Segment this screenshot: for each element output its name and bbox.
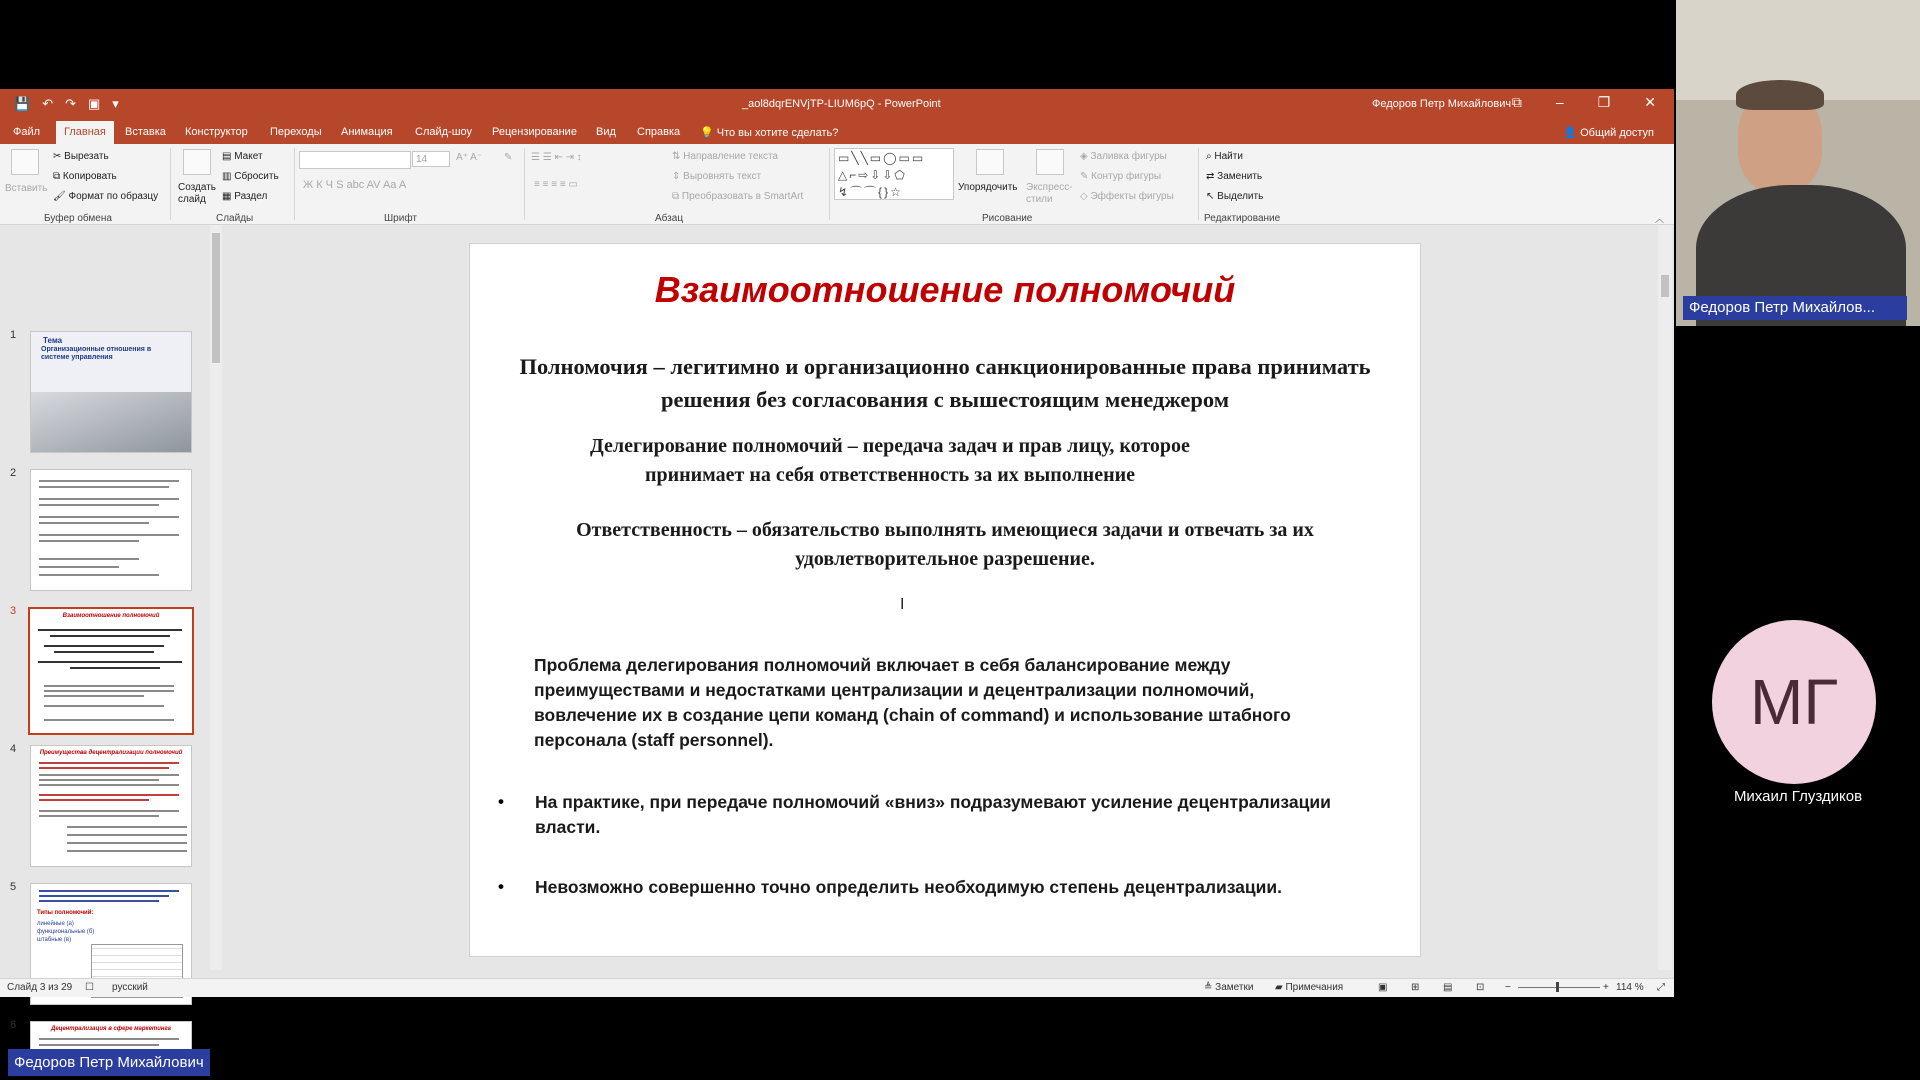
text-line xyxy=(39,799,149,801)
text-line xyxy=(50,635,170,637)
thumb-title: Тема xyxy=(43,336,63,345)
bullet-mark: • xyxy=(498,792,504,811)
text-line xyxy=(39,522,149,524)
text-line xyxy=(39,810,179,812)
align-text-label: Выровнять текст xyxy=(683,171,762,182)
quick-styles-icon[interactable] xyxy=(1036,149,1064,175)
text-line xyxy=(39,486,169,488)
thumbnails-scrollbar[interactable] xyxy=(210,225,222,970)
thumb-number-5: 5 xyxy=(10,881,17,893)
text-line xyxy=(67,826,187,828)
group-divider xyxy=(524,148,525,220)
text-line xyxy=(39,574,159,576)
text-line xyxy=(39,534,179,536)
comments-button[interactable] xyxy=(1275,982,1343,993)
shape-outline-label: Контур фигуры xyxy=(1091,171,1162,182)
cut-button[interactable] xyxy=(53,151,109,162)
reset-label: Сбросить xyxy=(234,171,279,182)
thumb-title: Типы полномочий: xyxy=(37,910,94,916)
section-icon: ▦ xyxy=(222,191,235,202)
effects-icon: ◇ xyxy=(1080,191,1091,202)
redo-icon[interactable]: ↷ xyxy=(65,96,76,111)
tab-insert[interactable]: Вставка xyxy=(125,126,166,138)
text-line xyxy=(39,516,179,518)
present-icon[interactable]: ▣ xyxy=(88,96,101,111)
thumb-number-6: 6 xyxy=(10,1019,17,1031)
text-line xyxy=(39,1044,159,1046)
format-painter-label: Формат по образцу xyxy=(68,191,159,202)
group-label-editing: Редактирование xyxy=(1204,213,1281,224)
section-label: Раздел xyxy=(234,191,268,202)
view-reading-icon[interactable]: ▤ xyxy=(1443,982,1453,993)
text-line xyxy=(39,895,169,897)
find-label: Найти xyxy=(1214,151,1243,162)
thumb-title: Децентрализация в сфере маркетинга xyxy=(51,1026,171,1032)
text-line xyxy=(39,794,179,796)
quick-access-toolbar xyxy=(14,96,119,112)
view-slideshow-icon[interactable]: ⊡ xyxy=(1476,982,1485,993)
status-bar xyxy=(0,978,1674,997)
quick-styles-button[interactable]: Экспресс-стили xyxy=(1026,182,1073,205)
cut-label: Вырезать xyxy=(64,151,109,162)
definition-delegation-line1: Делегирование полномочий – передача задач и прав лицу, которое xyxy=(590,435,1190,457)
text-line xyxy=(39,504,159,506)
text-line xyxy=(44,695,144,697)
text-line xyxy=(67,850,187,852)
replace-icon: ⇄ xyxy=(1206,171,1218,182)
speaker-name-tag: Федоров Петр Михайлов... xyxy=(1683,296,1907,320)
text-line xyxy=(44,685,174,687)
customize-icon[interactable]: ▾ xyxy=(112,96,119,111)
copy-icon: ⧉ xyxy=(53,171,63,182)
tell-me-label: Что вы хотите сделать? xyxy=(716,127,839,139)
tab-animations[interactable]: Анимация xyxy=(341,126,393,138)
slide-thumbnail-1[interactable] xyxy=(30,331,192,453)
group-label-font: Шрифт xyxy=(384,213,417,224)
shape-outline-button[interactable] xyxy=(1080,171,1161,182)
copy-label: Копировать xyxy=(62,171,117,182)
group-label-clipboard: Буфер обмена xyxy=(44,213,112,224)
speaker-hair xyxy=(1736,80,1824,110)
layout-button[interactable] xyxy=(222,151,263,162)
view-normal-icon[interactable]: ▣ xyxy=(1378,982,1388,993)
definition-delegation-line2: принимает на себя ответственность за их выполнение xyxy=(644,464,1136,486)
text-line xyxy=(67,842,187,844)
lightbulb-icon: 💡 xyxy=(700,127,717,139)
brush-icon: 🖌 xyxy=(53,191,69,202)
text-cursor-icon: I xyxy=(900,596,905,613)
tab-home[interactable]: Главная xyxy=(56,121,114,144)
text-line xyxy=(44,719,174,721)
zoom-level[interactable]: 114 % xyxy=(1616,982,1644,993)
group-label-slides: Слайды xyxy=(216,213,254,224)
layout-icon: ▤ xyxy=(222,151,235,162)
group-divider xyxy=(1198,148,1199,220)
tab-design[interactable]: Конструктор xyxy=(185,126,248,138)
slide-thumbnail-3-selected[interactable] xyxy=(28,607,194,735)
font-name-box[interactable] xyxy=(299,151,411,169)
notes-label: Заметки xyxy=(1215,982,1254,993)
paste-button[interactable]: Вставить xyxy=(5,183,48,194)
collapse-ribbon-icon[interactable]: ︿ xyxy=(1655,214,1665,224)
cursor-icon: ↖ xyxy=(1206,191,1218,202)
text-line xyxy=(39,900,159,902)
format-painter-button[interactable] xyxy=(53,191,158,202)
text-line xyxy=(39,762,179,764)
font-grow-icon[interactable]: A⁺ A⁻ xyxy=(456,152,483,163)
text-line xyxy=(39,779,159,781)
group-label-paragraph: Абзац xyxy=(655,213,684,224)
scroll-thumb[interactable] xyxy=(212,233,220,363)
zoom-slider-thumb[interactable] xyxy=(1556,982,1559,992)
slide-title: Взаимоотношение полномочий xyxy=(654,269,1236,310)
thumb-list-item: функциональные (б) xyxy=(37,929,95,935)
align-text-icon: ⇕ xyxy=(672,171,684,182)
thumb-number-4: 4 xyxy=(10,743,17,755)
minimize-icon[interactable]: – xyxy=(1555,94,1564,110)
notes-button[interactable] xyxy=(1204,982,1253,993)
thumb-title: Преимущества децентрализации полномочий xyxy=(39,750,183,756)
undo-icon[interactable]: ↶ xyxy=(42,96,54,111)
comments-label: Примечания xyxy=(1285,982,1344,993)
text-line xyxy=(39,774,179,776)
select-button[interactable] xyxy=(1206,191,1263,202)
zoom-in-icon[interactable]: + xyxy=(1603,982,1609,993)
spellcheck-icon[interactable]: ☐ xyxy=(85,982,94,993)
font-size-box[interactable]: 14 xyxy=(412,151,450,167)
text-direction-button[interactable] xyxy=(672,151,778,162)
smartart-icon: ⧉ xyxy=(672,191,682,202)
clear-format-icon[interactable]: ✎ xyxy=(504,152,513,163)
definition-delegation xyxy=(490,432,1290,490)
reset-icon: ▥ xyxy=(222,171,235,182)
ribbon-tabs xyxy=(0,119,1674,144)
text-line xyxy=(44,705,164,707)
slide-thumbnail-2[interactable] xyxy=(30,469,192,591)
text-line xyxy=(67,834,187,836)
language-indicator[interactable]: русский xyxy=(112,982,148,993)
find-button[interactable] xyxy=(1206,151,1243,162)
user-name[interactable]: Федоров Петр Михайлович xyxy=(1372,98,1512,110)
section-button[interactable] xyxy=(222,191,267,202)
window-controls xyxy=(1512,94,1656,111)
thumb-subtitle: Организационные отношения в системе управления xyxy=(41,346,152,361)
shape-effects-label: Эффекты фигуры xyxy=(1090,191,1174,202)
share-button[interactable] xyxy=(1563,126,1654,139)
text-line xyxy=(39,890,179,892)
notes-icon: ≜ xyxy=(1204,982,1216,993)
text-line xyxy=(54,651,154,653)
participant-avatar: МГ xyxy=(1712,620,1876,784)
document-title: _aol8dqrENVjTP-LIUM6pQ - PowerPoint xyxy=(742,98,941,110)
group-label-drawing: Рисование xyxy=(982,213,1033,224)
save-icon[interactable]: 💾 xyxy=(14,96,31,111)
paste-icon[interactable] xyxy=(11,149,39,175)
zoom-slider[interactable] xyxy=(1518,987,1600,988)
replace-button[interactable] xyxy=(1206,171,1262,182)
list-icons[interactable]: ☰ ☰ ⇤ ⇥ ↕ xyxy=(531,152,582,163)
text-line xyxy=(70,667,160,669)
replace-label: Заменить xyxy=(1217,171,1263,182)
tab-slideshow[interactable]: Слайд-шоу xyxy=(415,126,473,138)
slide-thumbnail-4[interactable] xyxy=(30,745,192,867)
tab-review[interactable]: Рецензирование xyxy=(492,126,577,138)
tab-transitions[interactable]: Переходы xyxy=(270,126,322,138)
slide-canvas[interactable] xyxy=(469,243,1421,957)
scissors-icon: ✂ xyxy=(53,151,65,162)
thumb-list xyxy=(37,920,94,944)
close-icon[interactable]: ✕ xyxy=(1644,94,1656,110)
text-line xyxy=(44,690,174,692)
comment-icon: ▰ xyxy=(1275,982,1286,993)
reset-button[interactable] xyxy=(222,171,279,182)
text-line xyxy=(38,661,182,663)
thumb-number-2: 2 xyxy=(10,467,17,479)
thumb-list-item: штабные (в) xyxy=(37,937,72,943)
arrange-button[interactable]: Упорядочить xyxy=(958,182,1018,193)
text-line xyxy=(39,498,179,500)
restore-icon[interactable]: ❐ xyxy=(1597,94,1611,110)
bullet-mark: • xyxy=(498,877,504,896)
text-direction-label: Направление текста xyxy=(683,151,778,162)
shape-fill-button[interactable] xyxy=(1080,151,1167,162)
person-icon: 👤 xyxy=(1563,127,1581,139)
text-line xyxy=(39,784,179,786)
definition-authority: Полномочия – легитимно и организационно санкционированные права принимать решения без согласования с вышестоящим менеджером xyxy=(519,354,1371,412)
text-direction-icon: ⇅ xyxy=(672,151,684,162)
shape-effects-button[interactable] xyxy=(1080,191,1174,202)
fit-slide-icon[interactable]: ⤢ xyxy=(1657,982,1665,993)
text-line xyxy=(38,629,182,631)
text-line xyxy=(39,480,179,482)
group-divider xyxy=(829,148,830,220)
text-line xyxy=(39,558,139,560)
tab-file[interactable]: Файл xyxy=(13,126,41,138)
zoom-out-icon[interactable]: − xyxy=(1505,982,1511,993)
title-bar xyxy=(0,89,1674,119)
thumb-number-1: 1 xyxy=(10,329,17,341)
search-icon: ⌕ xyxy=(1206,151,1215,162)
ribbon-display-icon[interactable]: ⧉ xyxy=(1511,94,1522,110)
speaker-video xyxy=(1676,0,1920,326)
shape-fill-label: Заливка фигуры xyxy=(1090,151,1167,162)
new-slide-icon[interactable] xyxy=(183,149,211,175)
share-label: Общий доступ xyxy=(1580,127,1654,139)
slide-scrollbar[interactable] xyxy=(1658,225,1672,970)
fill-icon: ◈ xyxy=(1080,151,1091,162)
ribbon-home xyxy=(0,144,1674,225)
pen-image xyxy=(31,392,191,452)
new-slide-button[interactable]: Создать слайд xyxy=(178,182,217,205)
view-sorter-icon[interactable]: ⊞ xyxy=(1411,982,1420,993)
powerpoint-window xyxy=(0,89,1674,1032)
text-line xyxy=(39,540,139,542)
text-line xyxy=(39,767,169,769)
tab-view[interactable]: Вид xyxy=(596,126,616,138)
copy-button[interactable] xyxy=(53,171,117,182)
delegation-problem-paragraph: Проблема делегирования полномочий включает в себя балансирование между преимуществами и недостатками централизации и децентрализации полномочий, вовлечение их в создание цепи команд (chain of command) и использование штабного персонала (staff personnel). xyxy=(534,655,1291,750)
font-format-icons[interactable]: Ж К Ч S abc AV Aa A xyxy=(303,179,407,191)
align-text-button[interactable] xyxy=(672,171,761,182)
bullet-decentralization-practice: На практике, при передаче полномочий «вниз» подразумевают усиление децентрализации власти. xyxy=(535,792,1331,837)
smartart-button[interactable] xyxy=(672,191,803,202)
bullet-decentralization-degree: Невозможно совершенно точно определить необходимую степень децентрализации. xyxy=(535,877,1283,897)
tell-me-box[interactable] xyxy=(700,126,838,139)
tab-help[interactable]: Справка xyxy=(637,126,681,138)
active-speaker-label: Федоров Петр Михайлович xyxy=(8,1049,210,1076)
definition-responsibility: Ответственность – обязательство выполнять имеющиеся задачи и отвечать за их удовлетворительное разрешение. xyxy=(576,519,1314,570)
thumb-list-item: линейные (а) xyxy=(37,921,74,927)
outline-icon: ✎ xyxy=(1080,171,1092,182)
layout-label: Макет xyxy=(234,151,263,162)
group-divider xyxy=(294,148,295,220)
text-line xyxy=(44,645,164,647)
text-line xyxy=(39,1038,179,1040)
slide-counter: Слайд 3 из 29 xyxy=(7,982,73,993)
arrange-icon[interactable] xyxy=(976,149,1004,175)
thumb-number-3: 3 xyxy=(10,605,17,617)
shapes-gallery[interactable]: ▭╲╲▭◯▭▭ △⌐⇨⇩⇩⬠ ↯⌒⌒{}☆ xyxy=(834,148,954,200)
select-label: Выделить xyxy=(1217,191,1264,202)
align-icons[interactable]: ≡ ≡ ≡ ≡ ▭ xyxy=(534,179,578,190)
thumb-title: Взаимоотношение полномочий xyxy=(62,613,160,619)
text-line xyxy=(39,566,119,568)
scroll-thumb[interactable] xyxy=(1661,275,1669,297)
smartart-label: Преобразовать в SmartArt xyxy=(681,191,804,202)
participant-name: Михаил Глуздиков xyxy=(1733,788,1863,805)
group-divider xyxy=(170,148,171,220)
text-line xyxy=(39,815,159,817)
